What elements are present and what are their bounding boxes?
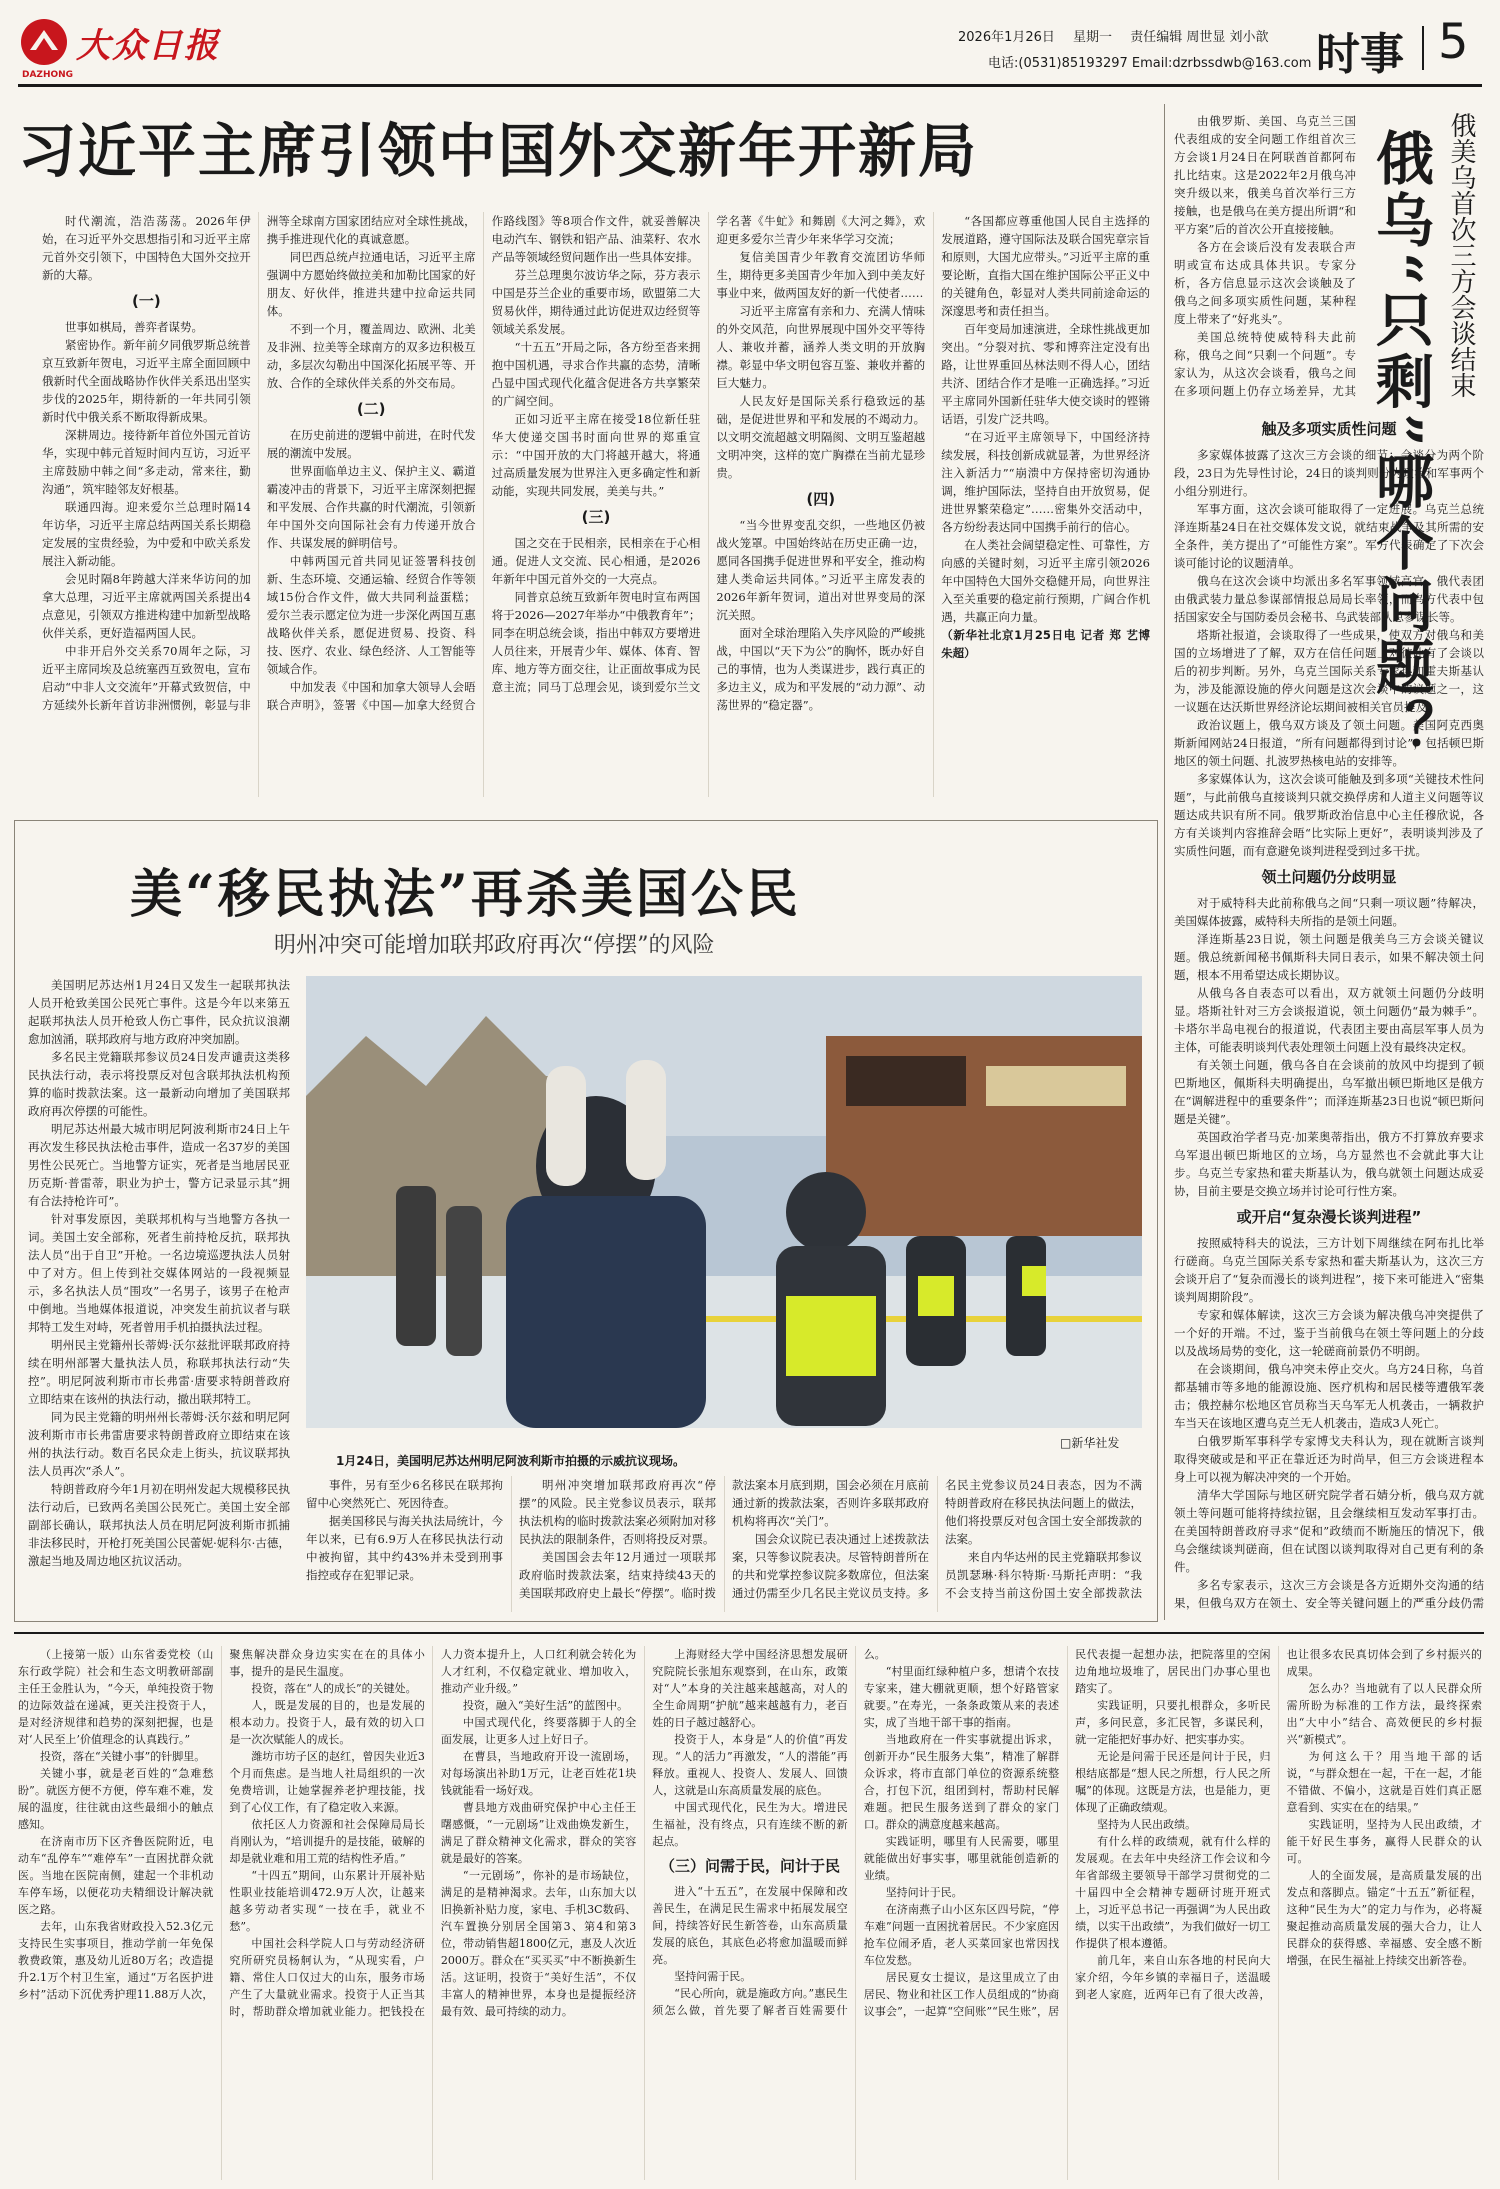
- article3-subhead: 或开启“复杂漫长谈判进程”: [1236, 1208, 1422, 1226]
- continuation-paragraph: 曹县地方戏曲研究保护中心主任王曙感慨，“一元剧场”让戏曲焕发新生，满足了群众精神文化需求，群众的笑容就是最好的答案。: [440, 1801, 637, 1865]
- article2-photo: [306, 976, 1142, 1428]
- article3-paragraph: 专家和媒体解读，这次三方会谈为解决俄乌冲突提供了一个好的开端。不过，鉴于当前俄乌在领土等问题上的分歧以及战场局势的变化，这一轮磋商前景仍不明朗。: [1174, 1308, 1484, 1358]
- contact-line: 电话:(0531)85193297 Email:dzrbssdwb@163.com: [988, 56, 1312, 71]
- bottom-rule: [14, 1632, 1484, 1634]
- article1-subhead: (三): [581, 508, 611, 526]
- continuation-paragraph: 实践证明，坚持为人民出政绩，才能干好民生事务，赢得人民群众的认可。: [1286, 1818, 1482, 1865]
- article3-paragraph: 按照威特科夫的说法，三方计划下周继续在阿布扎比举行磋商。乌克兰国际关系专家热和霍夫斯基认为，这次三方会谈开启了“复杂而漫长的谈判进程”，接下来可能进入“密集谈判周期阶段”。: [1174, 1236, 1484, 1304]
- article1-paragraph: 中韩两国元首共同见证签署科技创新、生态环境、交通运输、经贸合作等领域15份合作文件，做大共同利益蛋糕；爱尔兰表示愿定位为进一步深化两国互惠战略伙伴关系，愿促进贸易、投资、科技、医疗、农业、绿色经济、人工智能等领域合作。: [266, 554, 476, 676]
- article2-paragraph: 事件，另有至少6名移民在联邦拘留中心突然死亡、死因待查。: [306, 1478, 503, 1510]
- protest-scene-illustration: [306, 976, 1142, 1428]
- article3-paragraph: 有关领土问题，俄乌各自在会谈前的放风中均提到了顿巴斯地区，佩斯科夫明确提出，乌军撤出顿巴斯地区是俄方在“调解进程中的重要条件”；而泽连斯基23日也说“顿巴斯问题是关键”。: [1174, 1058, 1484, 1126]
- article2-paragraph: 多名民主党籍联邦参议员24日发声谴责这类移民执法行动，表示将投票反对包含联邦执法机构预算的临时拨款法案。这一最新动向增加了美国联邦政府再次停摆的可能性。: [28, 1050, 290, 1118]
- logo-text: 大众日报: [76, 26, 220, 66]
- continuation-paragraph: 中国式现代化，民生为大。增进民生福祉，没有终点，只有连续不断的新起点。: [652, 1801, 848, 1848]
- photo-credit: □新华社发: [1060, 1436, 1120, 1450]
- continuation-paragraph: 投资，融入“美好生活”的蓝图中。: [462, 1699, 629, 1712]
- article1-paragraph: 中加发表《中国和加拿大领导人会晤联合声明》，签署《中国—加拿大经贸合作路线图》等8项合作文件，就妥善解决电动汽车、钢铁和铝产品、油菜籽、农水产品等领域经贸问题作出一些具体安排。: [266, 214, 701, 712]
- continuation-paragraph: 坚持问计于民。: [885, 1886, 963, 1899]
- masthead: [0, 0, 1500, 85]
- continuation-paragraph: 为何这么干？用当地干部的话说，“与群众想在一起，干在一起，才能不错做、不偏小，这就是百姓们真正愿意看到、实实在在的结果。”: [1286, 1750, 1482, 1814]
- continuation-paragraph: “民心所向，就是施政方向。”惠民生须怎么做，首先要了解者百姓需要什么。: [652, 1648, 886, 2017]
- article1-paragraph: 同普京总统互致新年贺电时宣布两国将于2026—2027年举办“中俄教育年”；同李在明总统会谈，指出中韩双方要增进人员往来，开展青少年、媒体、体育、智库、地方等方面交往，让正面故事成为民意主流；同马丁总理会见，谈到爱尔兰文学名著《牛虻》和舞剧《大河之舞》，欢迎更多爱尔兰青少年来华学习交流；: [491, 214, 926, 694]
- continuation-paragraph: 潍坊市坊子区的赵红，曾因失业近3个月而焦虑。是当地人社局组织的一次免费培训，让她掌握养老护理技能，找到了心仪工作，有了稳定收入来源。: [229, 1750, 425, 1814]
- article1-body: [42, 212, 1150, 797]
- article3-body-top: [1174, 112, 1356, 412]
- logo: [18, 16, 238, 80]
- article1-paragraph: 世界面临单边主义、保护主义、霸道霸凌冲击的背景下，习近平主席深刻把握和平发展、合作共赢的时代潮流，引领新年中国外交向国际社会有力传递开放合作、共谋发展的鲜明信号。: [266, 464, 476, 550]
- continuation-paragraph: 有什么样的政绩观，就有什么样的发展观。在去年中央经济工作会议和今年省部级主要领导干部学习贯彻党的二十届四中全会精神专题研讨班开班式上，习近平总书记一再强调“为人民出政绩，以实干出政绩”，为我们做好一切工作提供了根本遵循。: [1075, 1835, 1271, 1950]
- continuation-paragraph: （上接第一版）山东省委党校（山东行政学院）社会和生态文明教研部副主任王金胜认为，“今天，单纯投资于物的边际效益在递减，更关注投资于人，是对经济规律和趋势的深刻把握，也是对‘人民至上’价值理念的认真践行。”: [18, 1648, 214, 1746]
- continuation-paragraph: “一元剧场”，你补的是市场缺位，满足的是精神渴求。去年，山东加大以旧换新补贴力度，家电、手机3C数码、汽车置换分别居全国第3、第4和第3位，带动销售超1800亿元，惠及人次近2000万。群众在“买买买”中不断换新生活。这证明，投资于“美好生活”，不仅丰富人的精神世界，本身也是提振经济最有效、最可持续的动力。: [440, 1869, 637, 2018]
- article1-paragraph: “当今世界变乱交织，一些地区仍被战火笼罩。中国始终站在历史正确一边，愿同各国携手促进世界和平安全，推动构建人类命运共同体。”习近平主席发表的2026年新年贺词，道出对世界变局的深沉关照。: [716, 518, 926, 622]
- continuation-paragraph: 依托区人力资源和社会保障局局长肖刚认为，“培训提升的是技能，破解的却是就业难和用工荒的结构性矛盾。”: [229, 1818, 425, 1865]
- continuation-paragraph: 怎么办？当地就有了以人民群众所需所盼为标准的工作方法，最终探索出“大中小”结合、高效便民的乡村振兴“新模式”。: [1286, 1682, 1482, 1746]
- issue-editor: 责任编辑 周世显 刘小歆: [1130, 30, 1269, 45]
- article2-paragraph: 美国国会去年12月通过一项联邦政府临时拨款法案，结束持续43天的美国联邦政府史上最长“停摆”。临时拨款法案本月底到期，国会必须在月底前通过新的拨款法案，否则许多联邦政府机构将再次“关门”。: [519, 1478, 929, 1600]
- section-name: 时事: [1316, 29, 1404, 80]
- article1-paragraph: 联通四海。迎来爱尔兰总理时隔14年访华，习近平主席总结两国关系长期稳定发展的宝贵经验，为中爱和中欧关系发展注入新动能。: [42, 500, 251, 568]
- article2-paragraph: 来自内华达州的民主党籍联邦参议员凯瑟琳·科尔特斯·马斯托声明：“我不会支持当前这份国土安全部拨款法: [945, 1550, 1142, 1600]
- article3-headline: 俄乌“只剩”哪个问题？: [1366, 128, 1434, 761]
- article2-subtitle: 明州冲突可能增加联邦政府再次“停摆”的风险: [274, 933, 715, 958]
- article1-paragraph: 正如习近平主席在接受18位新任驻华大使递交国书时面向世界的郑重宣示：“中国开放的大门将越开越大，将通过高质量发展为世界注入更多确定性和新动能，实现共同发展，美美与共。”: [491, 412, 701, 498]
- continuation-paragraph: 坚持为人民出政绩。: [1097, 1818, 1197, 1831]
- right-column-divider: [1164, 104, 1165, 1620]
- article3-paragraph: 多家媒体披露了这次三方会谈的细节：会谈分为两个阶段，23日为先导性讨论，24日的谈判则分为政治和军事两个小组分别进行。: [1174, 448, 1484, 498]
- continuation-paragraph: 无论是问需于民还是问计于民，归根结底都是“想人民之所想，行人民之所嘱”的体现。这既是方法，也是能力，更体现了正确政绩观。: [1075, 1750, 1271, 1814]
- article3-paragraph: 清华大学国际与地区研究院学者石婧分析，俄乌双方就领土等问题可能将持续拉锯，且会继续相互发动军事打击。在美国特朗普政府寻求“促和”政绩而不断施压的情况下，俄乌会继续谈判磋商，但在试图以谈判取得对自己更有利的条件。: [1174, 1488, 1484, 1574]
- article2-body-bottom: [306, 1476, 1142, 1612]
- article3-paragraph: 英国政治学者马克·加莱奥蒂指出，俄方不打算放弃要求乌军退出顿巴斯地区的立场，乌方显然也不会就此事大让步。乌克兰专家热和霍夫斯基认为，俄乌就领土问题达成妥协，目前主要是交换立场并讨论可行性方案。: [1174, 1130, 1484, 1198]
- continuation-paragraph: “十四五”期间，山东累计开展补贴性职业技能培训472.9万人次，让越来越多劳动者实现“一技在手，就业不愁”。: [229, 1869, 425, 1933]
- article2-paragraph: 国会众议院已表决通过上述拨款法案，只等参议院表决。尽管特朗普所在的共和党掌控参议院多数席位，但法案通过仍需至少几名民主党议员支持。多名民主党参议员24日表态，因为不满特朗普政府在移民执法问题上的做法，他们将投票反对包含国土安全部拨款的法案。: [732, 1478, 1142, 1600]
- article1-subhead: (一): [132, 292, 161, 310]
- continuation-paragraph: 居民夏女士提议，是这里成立了由居民、物业和社区工作人员组成的“协商议事会”，一起算“空间账”“民生账”，居民代表提一起想办法，把院落里的空闲边角地垃圾堆了，居民出门办事心里也踏实了。: [863, 1648, 1271, 2018]
- article3-paragraph: 美国总统特使威特科夫此前称，俄乌之间“只剩一个问题”。专家认为，从这次会谈看，俄乌之间在多项问题上仍存立场差异，尤其: [1174, 330, 1356, 398]
- article1-paragraph: 中非开启外交关系70周年之际，习近平主席同埃及总统塞西互致贺电，宣布启动“中非人文交流年”开幕式致贺信，中方延续外长新年首访非洲惯例，彰显与非洲等全球南方国家团结应对全球性挑战，携手推进现代化的真诚意愿。: [42, 214, 476, 712]
- article1-byline: （新华社北京1月25日电 记者 郑 艺博 朱超）: [941, 628, 1150, 660]
- issue-date: 2026年1月26日: [958, 30, 1055, 45]
- article3-paragraph: 政治议题上，俄乌双方谈及了领土问题。美国阿克西奥斯新闻网站24日报道，“所有问题都得到讨论”，包括顿巴斯地区的领土问题、扎波罗热核电站的安排等。: [1174, 718, 1484, 768]
- continuation-paragraph: 上海财经大学中国经济思想发展研究院院长张旭东观察到，在山东，政策对“人”本身的关注越来越越高，对人的全生命周期“护航”越来越越有力，老百姓的日子越过越舒心。: [652, 1648, 848, 1729]
- article2-paragraph: 针对事发原因，美联邦机构与当地警方各执一词。美国土安全部称，死者生前持枪反抗，联邦执法人员“出于自卫”开枪。一名边境巡逻执法人员射中了对方。但上传到社交媒体网站的一段视频显示，多名执法人员“围攻”一名男子，该男子在枪声中倒地。当地媒体报道说，冲突发生前抗议者与联邦特工发生对峙，死者曾用手机拍摄执法过程。: [28, 1212, 290, 1334]
- photo-caption: 1月24日，美国明尼苏达州明尼阿波利斯市拍摄的示威抗议现场。: [336, 1454, 686, 1468]
- article2-body-left: [28, 976, 290, 1606]
- article3-paragraph: 多名专家表示，这次三方会谈是各方近期外交沟通的结果，但俄乌双方在领土、安全等关键问题上的严重分歧仍需: [1174, 1578, 1484, 1610]
- article3-paragraph: 各方在会谈后没有发表联合声明或宣布达成具体共识。专家分析，各方信息显示这次会谈触及了俄乌之间多项实质性问题，某种程度上带来了“好兆头”。: [1174, 240, 1356, 326]
- article1-paragraph: 不到一个月，覆盖周边、欧洲、北美及非洲、拉美等全球南方的双多边积极互动，多层次勾勒出中国深化拓展平等、开放、合作的全球伙伴关系的外交布局。: [266, 322, 476, 390]
- continuation-subhead: （三）问需于民，问计于民: [659, 1857, 840, 1875]
- article3-kicker: 俄美乌首次三方会谈结束: [1446, 112, 1476, 398]
- article1-paragraph: 在人类社会阔望稳定性、可靠性，方向感的关键时刻，习近平主席引领2026年中国特色大国外交稳健开局，向世界注入至关重要的稳定前行预期，广阔合作机遇，共赢正向力量。: [941, 538, 1150, 624]
- article1-paragraph: “各国都应尊重他国人民自主选择的发展道路，遵守国际法及联合国宪章宗旨和原则，大国尤应带头。”习近平主席的重要论断，直指大国在维护国际公平正义中的关键角色，彰显对人类共同前途命运的深邃思考和责任担当。: [941, 214, 1150, 318]
- article1-paragraph: 芬兰总理奥尔波访华之际，芬方表示中国是芬兰企业的重要市场，欧盟第二大贸易伙伴，期待通过此访促进双边经贸等领域关系发展。: [491, 268, 701, 336]
- article3-paragraph: 俄乌在这次会谈中均派出多名军事领域高官。俄代表团由俄武装力量总参谋部情报总局局长率领，而乌方代表中包括国家安全与国防委员会秘书、乌武装部队总参谋长等。: [1174, 574, 1484, 624]
- continuation-paragraph: 实践证明，只要扎根群众，多听民声，多问民意，多汇民智，多谋民利，就一定能把好事办好、把实事办实。: [1075, 1699, 1271, 1746]
- article3-paragraph: 军事方面，这次会谈可能取得了一定进展。乌克兰总统泽连斯基24日在社交媒体发文说，就结束战争及其所需的安全条件，美方提出了“可能性方案”。军方代表确定了下次会谈可能讨论的议题清单。: [1174, 502, 1484, 570]
- article3-paragraph: 对于威特科夫此前称俄乌之间“只剩一项议题”待解决，美国媒体披露，威特科夫所指的是领土问题。: [1174, 896, 1484, 928]
- continuation-paragraph: 去年，山东我省财政投入52.3亿元支持民生实事项目，推动学前一年免保教费政策，惠及幼儿近80万名；改造提升2.1万个村卫生室，通过“万名医护进乡村”活动下沉优秀护理11.88万人次，聚焦解决群众身边实实在在的具体小事，提升的是民生温度。: [18, 1648, 425, 2001]
- article2-paragraph: 特朗普政府今年1月初在明州发起大规模移民执法行动后，已致两名美国公民死亡。美国土安全部副部长确认，联邦执法人员在明尼阿波利斯市抓捕非法移民时，开枪打死美国公民蕾妮·妮科尔·古德，激起当地及周边地区抗议活动。: [28, 1482, 290, 1568]
- article3-paragraph: 白俄罗斯军事科学专家博戈夫科认为，现在就断言谈判取得突破或是和平正在靠近还为时尚早，但三方会谈进程本身上可以视为解决冲突的一个开始。: [1174, 1434, 1484, 1484]
- article1-paragraph: “在习近平主席领导下，中国经济持续发展，科技创新成就显著，为世界经济注入新活力”“崩溃中方保持密切沟通协调，维护国际法，坚持自由开放贸易，促进世界繁荣稳定”……密集外交活动中，各方纷纷表达同中国携手前行的信心。: [941, 430, 1150, 534]
- article1-paragraph: 紧密协作。新年前夕同俄罗斯总统普京互致新年贺电，习近平主席全面回顾中俄新时代全面战略协作伙伴关系迅出坚实步伐的2025年，期待新的一年共同引领新时代中俄关系不断取得新成果。: [42, 338, 251, 424]
- article1-paragraph: 百年变局加速演进，全球性挑战更加突出。“分裂对抗、零和博弈注定没有出路，让世界重回丛林法则不得人心，团结共济、团结合作才是唯一正确选择。”习近平主席同外国新任驻华大使交谈时的铿锵话语，引发广泛共鸣。: [941, 322, 1150, 426]
- continuation-paragraph: 坚持问需于民。: [674, 1970, 752, 1983]
- continuation-paragraph: 在济南市历下区齐鲁医院附近，电动车“乱停车”“难停车”一直困扰群众就医。当地在医院南侧，建起一个非机动车停车场，以便花功夫精细设计解决就医之路。: [18, 1835, 214, 1916]
- article1-headline: 习近平主席引领中国外交新年开新局: [18, 117, 979, 185]
- article1-subhead: (四): [806, 490, 836, 508]
- article2-paragraph: 美国明尼苏达州1月24日又发生一起联邦执法人员开枪致美国公民死亡事件。这是今年以来第五起联邦执法人员开枪致人伤亡事件，民众抗议浪潮愈加汹涌，联邦政府与地方政府冲突加剧。: [28, 978, 290, 1046]
- continuation-paragraph: 投资于人，本身是“人的价值”再发现。“人的活力”再激发，“人的潜能”再释放。重视人、投资人、发展人、回馈人，这就是山东高质量发展的底色。: [652, 1733, 848, 1797]
- article1-paragraph: 人民友好是国际关系行稳致远的基础，是促进世界和平和发展的不竭动力。以文明交流超越文明隔阂、文明互鉴超越文明冲突，这样的宽广胸襟在当前尤显珍贵。: [716, 394, 926, 480]
- continuation-paragraph: 投资，落在“关键小事”的针脚里。: [40, 1750, 206, 1763]
- article1-paragraph: 复信美国青少年教育交流团访华师生，期待更多美国青少年加入到中美友好事业中来，做两国友好的新一代使者……: [716, 250, 926, 300]
- continuation-paragraph: 在济南燕子山小区东区四号院，“停车难”问题一直困扰着居民。不少家庭因抢车位闹矛盾，老人买菜回家也常因找车位发愁。: [863, 1903, 1060, 1967]
- continuation-paragraph: 前几年，来自山东各地的村民向大家介绍，今年乡镇的幸福日子，送温暖到老人家庭，近两年已有了很大改善，也让很多农民真切体会到了乡村振兴的成果。: [1075, 1648, 1482, 2001]
- article3-paragraph: 多家媒体认为，这次会谈可能触及到多项“关键技术性问题”，与此前俄乌直接谈判只就交换俘虏和人道主义问题等议题达成共识有所不同。俄罗斯政治信息中心主任穆欣说，各方有关谈判内容推辞会晤“比实际上更好”，表明谈判涉及了实质性问题，而有意避免谈判进程受到过多干扰。: [1174, 772, 1484, 858]
- article3-subhead: 触及多项实质性问题: [1261, 420, 1397, 438]
- logo-emblem-icon: [18, 16, 70, 68]
- issue-weekday: 星期一: [1073, 30, 1113, 45]
- continuation-paragraph: 关键小事，就是老百姓的“急难愁盼”。就医方便不方便，停车难不难，发展的温度，往往就由这些最细小的触点感知。: [18, 1767, 214, 1831]
- continuation-paragraph: 当地政府在一件实事就提出诉求，创新开办“民生服务大集”，精准了解群众诉求，将市直部门单位的资源系统整合，打包下沉，组团到村，帮助村民解难题。把民生服务送到了群众的家门口。群众的满意度越来越高。: [863, 1733, 1060, 1831]
- article2-headline: 美“移民执法”再杀美国公民: [130, 864, 801, 925]
- continuation-paragraph: 在曹县，当地政府开设一流剧场，对每场演出补助1万元，让老百姓花1块钱就能看一场好戏。: [440, 1750, 637, 1797]
- continuation-paragraph: 人，既是发展的目的，也是发展的根本动力。投资于人，最有效的切入口是一次次赋能人的成长。: [229, 1699, 425, 1746]
- continuation-paragraph: 投资，落在“人的成长”的关键处。: [251, 1682, 417, 1695]
- article3-paragraph: 由俄罗斯、美国、乌克兰三国代表组成的安全问题工作组首次三方会谈1月24日在阿联酋首都阿布扎比结束。这是2022年2月俄乌冲突升级以来，俄美乌首次举行三方接触，也是俄乌在美方提出所谓“和平方案”后的首次公开直接接触。: [1174, 114, 1356, 236]
- continuation-paragraph: 人的全面发展，是高质量发展的出发点和落脚点。锚定“十五五”新征程，这种“民生为大”的定力与作为，必将凝聚起推动高质量发展的强大合力，让人民群众的获得感、幸福感、安全感不断增强，在民生福祉上持续交出新答卷。: [1286, 1869, 1482, 1967]
- article1-paragraph: 时代潮流，浩浩荡荡。2026年伊始，在习近平外交思想指引和习近平主席元首外交引领下，中国特色大国外交拉开新的大幕。: [42, 214, 251, 282]
- article1-paragraph: 面对全球治理陷入失序风险的严峻挑战，中国以“天下为公”的胸怀，既办好自己的事情，也为人类谋进步，践行真正的多边主义，成为和平发展的“动力源”、动荡世界的“稳定器”。: [716, 626, 926, 712]
- continuation-paragraph: 实践证明，哪里有人民需要，哪里就能做出好事实事，哪里就能创造新的业绩。: [863, 1835, 1060, 1882]
- article3-body-main: [1174, 412, 1484, 1612]
- continuation-paragraph: 中国社会科学院人口与劳动经济研究所研究员杨舸认为，“从现实看，户籍、常住人口仅过大的山东，服务市场产生了大量就业需求。投资于人正当其时，帮助群众增加就业能力。把钱投在人力资本提升上，人口红利就会转化为人才红利，不仅稳定就业、增加收入，推动产业升级。”: [229, 1648, 637, 2018]
- article1-paragraph: 在历史前进的逻辑中前进，在时代发展的潮流中发展。: [266, 428, 476, 460]
- continuation-paragraph: 中国式现代化，终要落脚于人的全面发展，让更多人过上好日子。: [440, 1716, 637, 1746]
- article3-paragraph: 泽连斯基23日说，领土问题是俄美乌三方会谈关键议题。俄总统新闻秘书佩斯科夫同日表示，如果不解决领土问题，根本不用希望达成长期协议。: [1174, 932, 1484, 982]
- article3-subhead: 领土问题仍分歧明显: [1261, 868, 1397, 886]
- article1-paragraph: 同巴西总统卢拉通电话，习近平主席强调中方愿始终做拉美和加勒比国家的好朋友、好伙伴，推进共建中拉命运共同体。: [266, 250, 476, 318]
- article1-paragraph: 深耕周边。接待新年首位外国元首访华，实现中韩元首短时间内互访，习近平主席鼓励中韩之间“多走动，常来往，勤沟通”，筑牢睦邻友好根基。: [42, 428, 251, 496]
- article1-paragraph: “十五五”开局之际，各方纷至沓来拥抱中国机遇，寻求合作共赢的态势，清晰凸显中国式现代化蕴含促进各方共享繁荣的广阔空间。: [491, 340, 701, 408]
- page-number: 5: [1438, 14, 1469, 70]
- masthead-rule: [18, 84, 1482, 87]
- article2-paragraph: 明尼苏达州最大城市明尼阿波利斯市24日上午再次发生移民执法枪击事件，造成一名37岁的美国男性公民死亡。当地警方证实，死者是当地居民亚历克斯·普雷蒂，职业为护士，警方记录显示其“拥有合法持枪许可”。: [28, 1122, 290, 1208]
- continuation-paragraph: 进入“十五五”，在发展中保障和改善民生，在满足民生需求中拓展发展空间，持续答好民生新答卷，山东高质量发展的底色，其底色必将愈加温暖而鲜亮。: [652, 1885, 848, 1966]
- article2-paragraph: 据美国移民与海关执法局统计，今年以来，已有6.9万人在移民执法行动中被拘留，其中约43%并未受到刑事指控或存在犯罪记录。: [306, 1514, 503, 1582]
- article3-paragraph: 从俄乌各自表态可以看出，双方就领土问题仍分歧明显。塔斯社针对三方会谈报道说，领土问题仍“最为棘手”。卡塔尔半岛电视台的报道说，代表团主要由高层军事人员为主体，可能表明谈判代表处理领土问题上没有最终决定权。: [1174, 986, 1484, 1054]
- article2-paragraph: 明州民主党籍州长蒂姆·沃尔兹批评联邦政府持续在明州部署大量执法人员，称联邦执法行动“失控”。明尼阿波利斯市市长弗雷·唐要求特朗普政府立即结束在该州的执法行动，撤出联邦特工。: [28, 1338, 290, 1406]
- article1-paragraph: 国之交在于民相亲，民相亲在于心相通。促进人文交流、民心相通，是2026年新年中国元首外交的一大亮点。: [491, 536, 701, 586]
- article1-paragraph: 会见时隔8年跨越大洋来华访问的加拿大总理，习近平主席就两国关系提出4点意见，引领双方推进构建中加新型战略伙伴关系，更好造福两国人民。: [42, 572, 251, 640]
- article2-paragraph: 明州冲突增加联邦政府再次“停摆”的风险。民主党参议员表示，联邦执法机构的临时拨款法案必须附加对移民执法的限制条件，否则将投反对票。: [519, 1478, 716, 1546]
- article2-paragraph: 同为民主党籍的明州州长蒂姆·沃尔兹和明尼阿波利斯市市长弗雷唐要求特朗普政府立即结束在该州的执法行动。数百名民众走上街头，抗议联邦执法人员再次“杀人”。: [28, 1410, 290, 1478]
- article1-paragraph: 习近平主席富有亲和力、充满人情味的外交风范，向世界展现中国外交平等待人、兼收并蓄，涵养人类文明的开放胸襟。彰显中华文明包容互鉴、兼收并蓄的巨大魅力。: [716, 304, 926, 390]
- continuation-body: [18, 1646, 1482, 2180]
- article1-paragraph: 世事如棋局，善弈者谋势。: [65, 320, 203, 334]
- article3-paragraph: 塔斯社报道，会谈取得了一些成果，使双方对俄乌和美国的立场增进了了解，双方在信任问题上对彼此有了会谈以后的初步判断。另外，乌克兰国际关系专家热和霍夫斯基认为，涉及能源设施的停火问题是这次会谈中的议题之一，这一议题在达沃斯世界经济论坛期间被相关官员提及。: [1174, 628, 1484, 714]
- article1-subhead: (二): [356, 400, 386, 418]
- logo-sub: DAZHONG: [22, 70, 74, 80]
- continuation-paragraph: “村里面红绿种植户多，想请个农技专家来，建大棚就更顺，想个好路管家就要。”在寿光，一条条政策从来的表述实，成了当地干部干事的指南。: [863, 1665, 1060, 1729]
- article3-paragraph: 在会谈期间，俄乌冲突未停止交火。乌方24日称，乌首都基辅市等多地的能源设施、医疗机构和居民楼等遭俄军袭击；俄控赫尔松地区官员称当天乌军无人机袭击，一辆救护车当天在该地区遭乌克兰无人机袭击，造成3人死亡。: [1174, 1362, 1484, 1430]
- section-divider: [1422, 26, 1424, 70]
